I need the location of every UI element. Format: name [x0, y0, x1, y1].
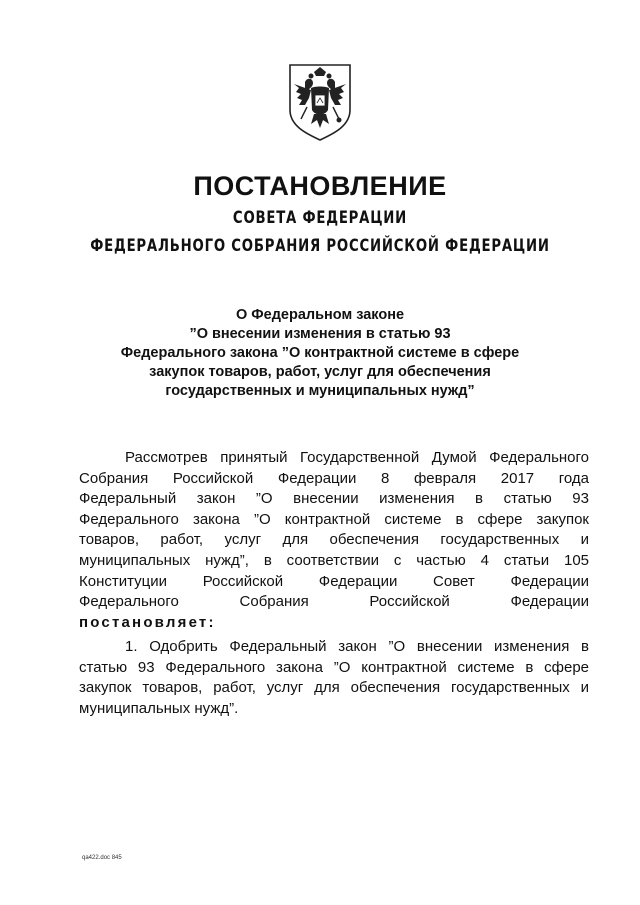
issuer-line-1: СОВЕТА ФЕДЕРАЦИИ: [232, 208, 408, 228]
document-file-code: qa422.doc 845: [82, 855, 122, 861]
issuer-line-2: ФЕДЕРАЛЬНОГО СОБРАНИЯ РОССИЙСКОЙ ФЕДЕРАЦИИ: [90, 236, 550, 256]
coat-of-arms-icon: [287, 62, 353, 142]
subject-line: Федерального закона ”О контрактной системе в сфере: [120, 345, 520, 361]
preamble-paragraph: [79, 448, 589, 633]
subject-line: государственных и муниципальных нужд”: [165, 383, 475, 399]
paragraph-line: муниципальных нужд”.: [79, 699, 239, 717]
paragraph-line: Федеральный закон ”О внесении изменения в статью 93: [79, 490, 589, 508]
resolves-keyword: постановляет:: [79, 613, 216, 631]
paragraph-line: Федерального Собрания Российской Федерации: [79, 593, 589, 611]
paragraph-line: Конституции Российской Федерации Совет Федерации: [79, 572, 589, 590]
paragraph-line: Федерального закона ”О контрактной системе в сфере закупок: [79, 510, 589, 528]
document-title: ПОСТАНОВЛЕНИЕ: [193, 171, 447, 201]
paragraph-line: статью 93 Федерального закона ”О контрактной системе в сфере: [79, 658, 589, 676]
paragraph-line: Рассмотрев принятый Государственной Думой Федерального: [125, 449, 589, 466]
subject-line: закупок товаров, работ, услуг для обеспечения: [149, 364, 491, 380]
paragraph-line: закупок товаров, работ, услуг для обеспечения государственных и: [79, 679, 589, 697]
resolution-item-1: [79, 637, 589, 719]
paragraph-line: товаров, работ, услуг для обеспечения государственных и: [79, 531, 589, 549]
paragraph-line: муниципальных нужд”, в соответствии с частью 4 статьи 105: [79, 551, 589, 569]
subject-line: О Федеральном законе: [235, 307, 405, 323]
document-subject: [100, 306, 540, 401]
paragraph-line: 1. Одобрить Федеральный закон ”О внесении изменения в: [125, 638, 589, 655]
paragraph-line: Собрания Российской Федерации 8 февраля 2017 года: [79, 469, 589, 487]
subject-line: ”О внесении изменения в статью 93: [189, 326, 451, 342]
